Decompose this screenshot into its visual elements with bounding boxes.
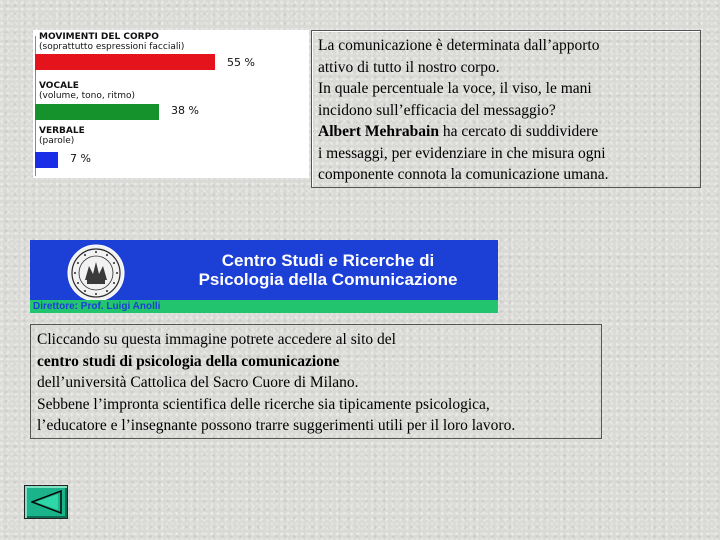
- banner-title-line: Centro Studi e Ricerche di: [221, 251, 435, 270]
- banner-director-text: Direttore: Prof. Luigi Anolli: [33, 301, 161, 312]
- research-center-banner-link[interactable]: [30, 240, 498, 313]
- category-label-verbal: [39, 126, 85, 146]
- author-name: Albert Mehrabain: [318, 123, 439, 140]
- info-line: incidono sull’efficacia del messaggio?: [318, 101, 556, 119]
- info-text-box: [311, 30, 701, 188]
- category-label-body: [39, 32, 184, 52]
- info-line: La comunicazione è determinata dall’apporto: [318, 37, 600, 54]
- banner-title: [163, 251, 493, 289]
- info-line: i messaggi, per evidenziare in che misura ogni: [318, 144, 606, 162]
- category-main: MOVIMENTI DEL CORPO: [39, 32, 159, 42]
- left-triangle-arrow-icon: [31, 490, 63, 514]
- desc-line: l’educatore e l’insegnante possono trarre suggerimenti utili per il loro lavoro.: [37, 417, 516, 434]
- desc-line: dell’università Cattolica del Sacro Cuore di Milano.: [37, 374, 359, 391]
- value-label-voice: 38 %: [171, 104, 199, 117]
- description-text-box: [30, 324, 602, 439]
- info-line: [318, 121, 694, 143]
- back-button[interactable]: [24, 485, 68, 519]
- bar-verbal: [35, 152, 58, 168]
- category-sub: (volume, tono, ritmo): [39, 91, 136, 101]
- category-main: VERBALE: [39, 126, 85, 136]
- value-label-verbal: 7 %: [70, 152, 91, 165]
- value-label-body: 55 %: [227, 56, 255, 69]
- info-line: componente connota la comunicazione umana.: [318, 166, 609, 183]
- bar-voice: [35, 104, 159, 120]
- desc-line-bold: centro studi di psicologia della comunicazione: [37, 352, 340, 370]
- university-seal-icon: [67, 244, 125, 302]
- desc-line: Cliccando su questa immagine potrete accedere al sito del: [37, 331, 396, 348]
- category-label-voice: [39, 81, 135, 101]
- info-line: attivo di tutto il nostro corpo.: [318, 58, 500, 76]
- banner-director-strip: [30, 300, 498, 313]
- info-line-rest: ha cercato di suddividere: [438, 123, 599, 140]
- category-sub: (parole): [39, 136, 75, 146]
- category-main: VOCALE: [39, 81, 79, 91]
- desc-line: Sebbene l’impronta scientifica delle ricerche sia tipicamente psicologica,: [37, 395, 490, 413]
- banner-title-line: Psicologia della Comunicazione: [198, 270, 458, 289]
- info-line: In quale percentuale la voce, il viso, le mani: [318, 80, 592, 97]
- percentage-bar-chart: [33, 30, 309, 178]
- category-sub: (soprattutto espressioni facciali): [39, 42, 185, 52]
- bar-body: [35, 54, 215, 70]
